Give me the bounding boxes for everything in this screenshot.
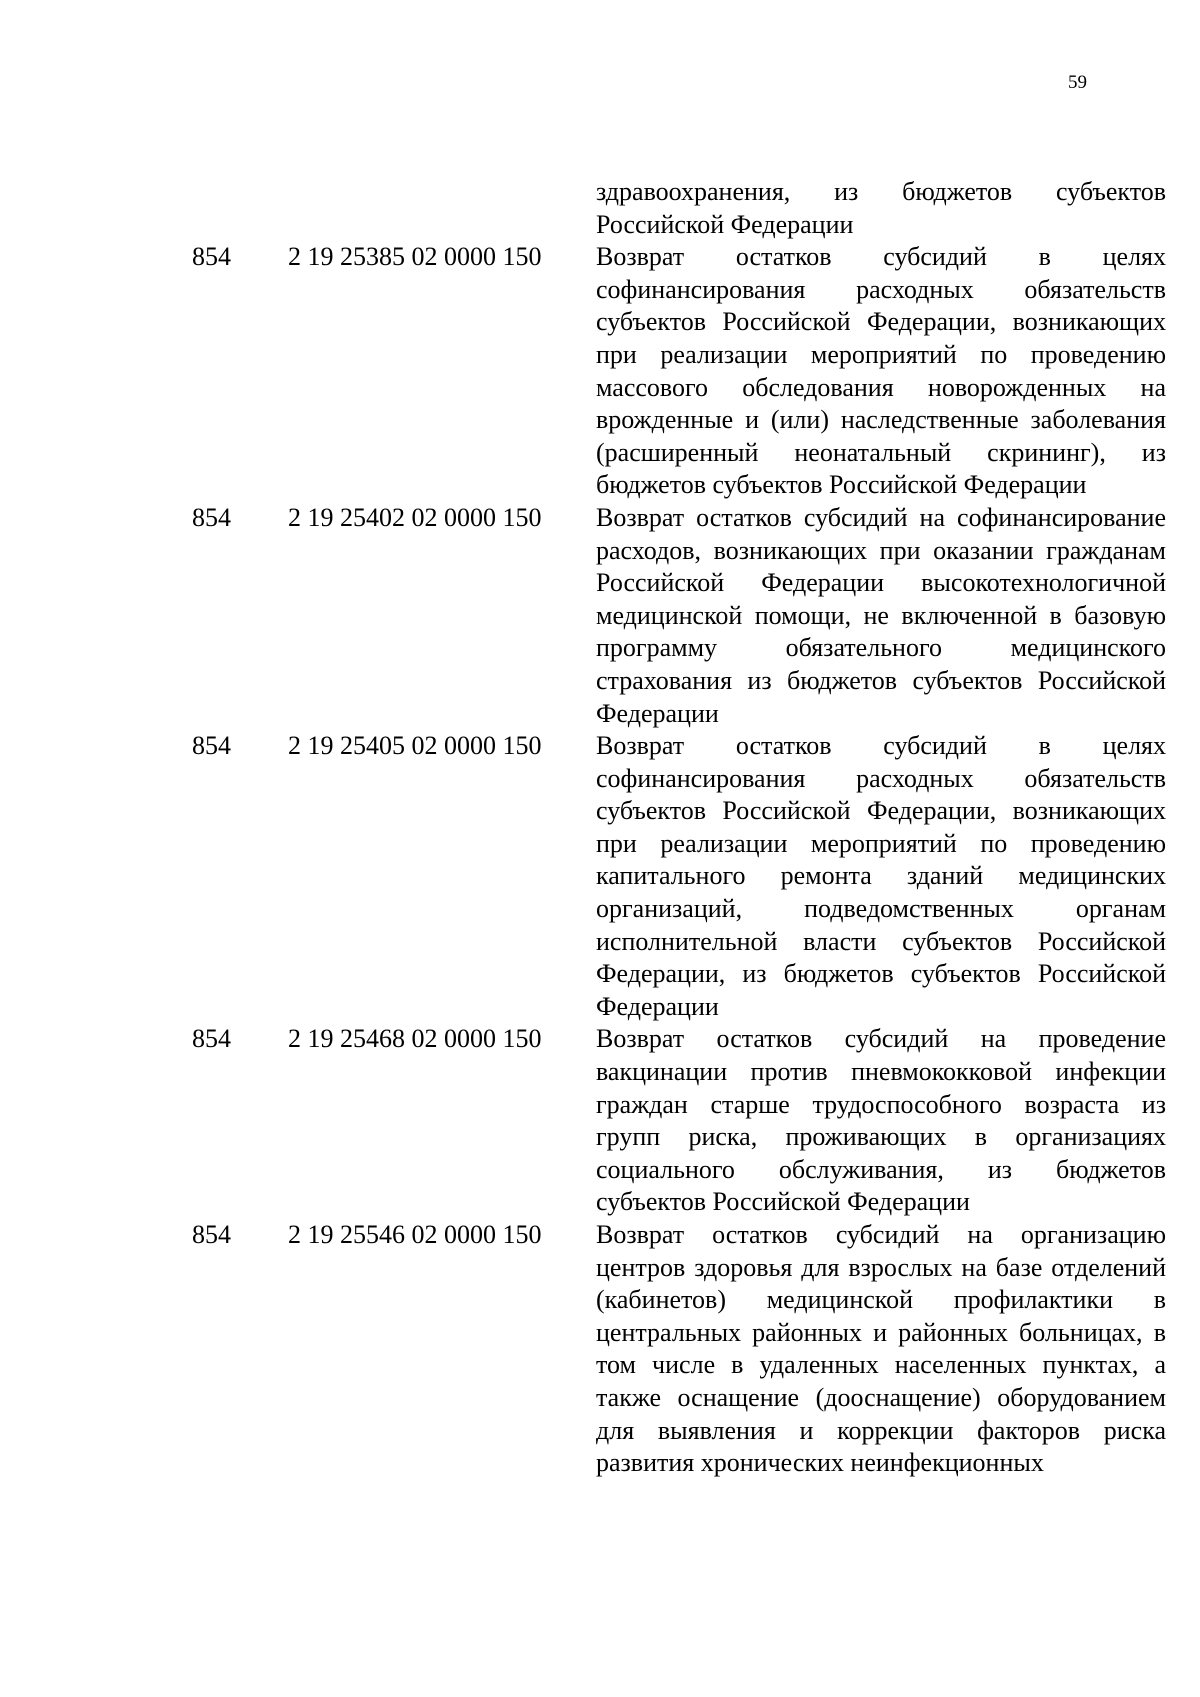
table-row: [0, 1219, 1200, 1480]
row-description: Возврат остатков субсидий на проведение вакцинации против пневмококковой инфекции граждан старше трудоспособного возраста из групп риска, проживающих в организациях социального обслуживания, из бюджетов субъектов Российской Федерации: [596, 1024, 1166, 1217]
admin-code: 854: [192, 1220, 231, 1249]
admin-code: 854: [192, 242, 231, 272]
continuation-text: здравоохранения, из бюджетов субъектов Российской Федерации: [596, 177, 1166, 239]
table-row: [0, 1023, 1200, 1219]
budget-classification-code: 2 19 25468 02 0000 150: [288, 1024, 542, 1054]
budget-classification-code: 2 19 25402 02 0000 150: [288, 502, 542, 532]
budget-classification-code: 2 19 25405 02 0000 150: [288, 731, 542, 761]
row-description: Возврат остатков субсидий на софинансирование расходов, возникающих при оказании гражданам Российской Федерации высокотехнологичной медицинской помощи, не включенной в базовую программу обязательного медицинского страхования из бюджетов субъектов Российской Федерации: [596, 502, 1166, 728]
table-row: [0, 502, 1200, 730]
admin-code: 854: [192, 1024, 231, 1054]
table-row: [0, 241, 1200, 502]
admin-code: 854: [192, 502, 231, 532]
budget-classification-code: 2 19 25546 02 0000 150: [288, 1220, 542, 1249]
budget-code-table: [0, 176, 1200, 1480]
row-description: Возврат остатков субсидий на организацию центров здоровья для взрослых на базе отделений (кабинетов) медицинской профилактики в центральных районных и районных больницах, в том числе в удаленных населенных пунктах, а также оснащение (дооснащение) оборудованием для выявления и коррекции факторов риска развития хронических неинфекционных: [596, 1220, 1166, 1478]
table-row: [0, 730, 1200, 1023]
row-description: Возврат остатков субсидий в целях софинансирования расходных обязательств субъектов Российской Федерации, возникающих при реализации мероприятий по проведению массового обследования новорожденных на врожденные и (или) наследственные заболевания (расширенный неонатальный скрининг), из бюджетов субъектов Российской Федерации: [596, 242, 1166, 500]
budget-classification-code: 2 19 25385 02 0000 150: [288, 242, 542, 272]
page-number: 59: [1068, 72, 1087, 93]
admin-code: 854: [192, 731, 231, 761]
row-description: Возврат остатков субсидий в целях софинансирования расходных обязательств субъектов Российской Федерации, возникающих при реализации мероприятий по проведению капитального ремонта зданий медицинских организаций, подведомственных органам исполнительной власти субъектов Российской Федерации, из бюджетов субъектов Российской Федерации: [596, 731, 1166, 1021]
